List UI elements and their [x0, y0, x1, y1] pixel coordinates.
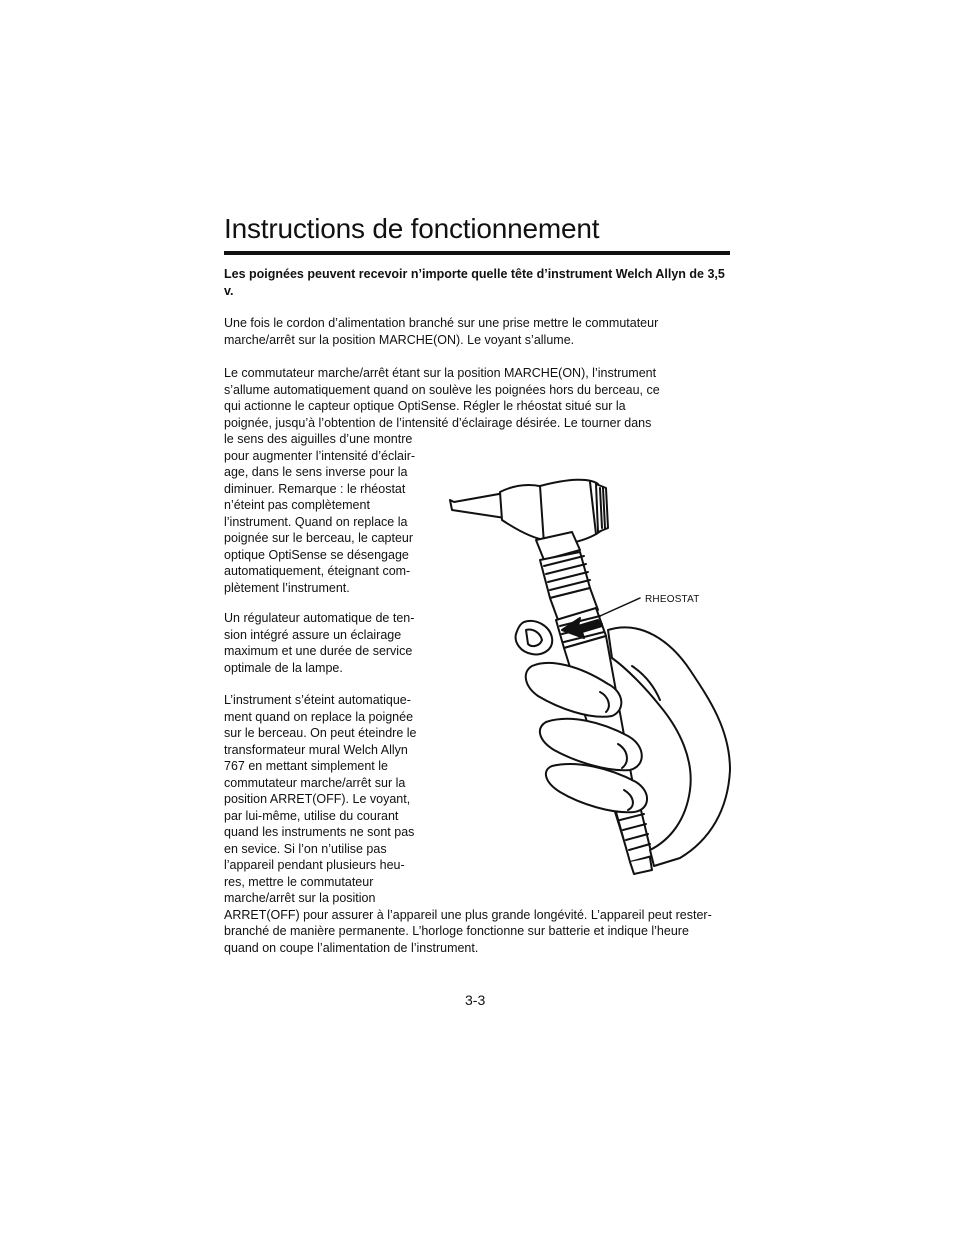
otoscope-in-hand-illustration — [440, 470, 740, 880]
text-line: automatiquement, éteignant com- — [224, 564, 411, 578]
text-line: ARRET(OFF) pour assurer à l’appareil une plus grande longévité. L’appareil peut rester- — [224, 907, 712, 922]
text-line: le sens des aiguilles d’une montre — [224, 432, 413, 446]
text-line: n’éteint pas complètement — [224, 498, 370, 512]
text-line: par lui-même, utilise du courant — [224, 808, 399, 823]
text-line: ment quand on replace la poignée — [224, 709, 414, 724]
rheostat-label: RHEOSTAT — [645, 594, 700, 605]
lead-paragraph: Les poignées peuvent recevoir n’importe quelle tête d’instrument Welch Allyn de 3,5 v. — [224, 267, 725, 298]
text-line: en sevice. Si l’on n’utilise pas — [224, 841, 387, 856]
text-line: 767 en mettant simplement le — [224, 759, 388, 773]
text-line: commutateur marche/arrêt sur la — [224, 775, 406, 790]
text-line: diminuer. Remarque : le rhéostat — [224, 481, 406, 496]
text-line: optique OptiSense se désengage — [224, 547, 409, 562]
text-line: marche/arrêt sur la position MARCHE(ON). Le voyant s’allume. — [224, 332, 575, 347]
text-line: quand les instruments ne sont pas — [224, 825, 415, 839]
text-line: L’instrument s’éteint automatique- — [224, 693, 411, 707]
text-line: poignée, jusqu’à l’obtention de l’intensité d’éclairage désirée. Le tourner dans — [224, 415, 652, 430]
text-line: marche/arrêt sur la position — [224, 891, 376, 905]
text-line: poignée sur le berceau, le capteur — [224, 531, 414, 545]
text-line: sur le berceau. On peut éteindre le — [224, 726, 417, 740]
text-line: sion intégré assure un éclairage — [224, 627, 402, 642]
text-line: plètement l’instrument. — [224, 580, 350, 595]
text-line: age, dans le sens inverse pour la — [224, 465, 408, 479]
text-line: pour augmenter l’intensité d’éclair- — [224, 448, 416, 463]
text-line: Une fois le cordon d’alimentation branché sur une prise mettre le commutateur — [224, 316, 659, 330]
text-line: optimale de la lampe. — [224, 660, 343, 675]
text-line: Le commutateur marche/arrêt étant sur la position MARCHE(ON), l’instrument — [224, 366, 657, 380]
text-line: res, mettre le commutateur — [224, 874, 374, 889]
text-line: maximum et une durée de service — [224, 644, 413, 658]
text-line: branché de manière permanente. L’horloge fonctionne sur batterie et indique l’heure — [224, 924, 689, 938]
text-line: l’instrument. Quand on replace la — [224, 514, 408, 529]
page-number: 3-3 — [465, 992, 486, 1008]
text-line: position ARRET(OFF). Le voyant, — [224, 792, 411, 806]
text-line: s’allume automatiquement quand on soulève les poignées hors du berceau, ce — [224, 382, 660, 397]
text-line: transformateur mural Welch Allyn — [224, 742, 408, 757]
text-line: Un régulateur automatique de ten- — [224, 611, 415, 625]
paragraph-1 — [224, 315, 658, 348]
page-title: Instructions de fonctionnement — [224, 213, 600, 244]
text-line: quand on coupe l’alimentation de l’instrument. — [224, 940, 479, 955]
text-line: qui actionne le capteur optique OptiSense. Régler le rhéostat situé sur la — [224, 399, 626, 413]
text-line: l’appareil pendant plusieurs heu- — [224, 858, 405, 872]
paragraph-3 — [224, 610, 414, 676]
title-rule — [224, 251, 730, 255]
